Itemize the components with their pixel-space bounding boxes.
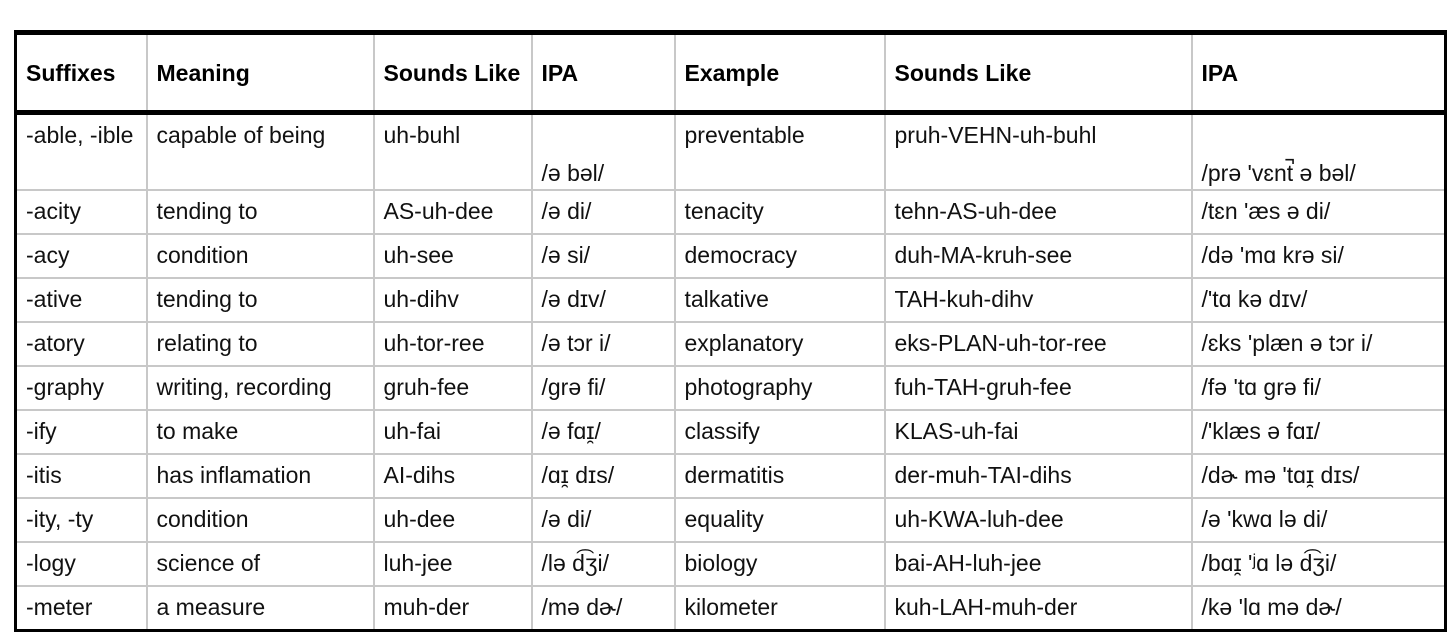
cell-sounds-like: muh-der xyxy=(374,586,532,631)
cell-meaning: capable of being xyxy=(147,113,374,191)
cell-example-ipa: /kə 'lɑ mə dɚ/ xyxy=(1192,586,1446,631)
header-row xyxy=(16,33,1446,113)
cell-example-sounds-like: bai-AH-luh-jee xyxy=(885,542,1192,586)
cell-meaning: condition xyxy=(147,498,374,542)
cell-sounds-like: uh-fai xyxy=(374,410,532,454)
table-row xyxy=(16,586,1446,631)
cell-example-sounds-like: kuh-LAH-muh-der xyxy=(885,586,1192,631)
cell-suffix: -graphy xyxy=(16,366,147,410)
table-row xyxy=(16,366,1446,410)
cell-example-ipa: /ə 'kwɑ lə di/ xyxy=(1192,498,1446,542)
cell-example: biology xyxy=(675,542,885,586)
cell-ipa: /ə fɑɪ̯/ xyxy=(532,410,675,454)
cell-example-ipa: /ɛks 'plæn ə tɔr i/ xyxy=(1192,322,1446,366)
cell-sounds-like: AI-dihs xyxy=(374,454,532,498)
cell-example-sounds-like: TAH-kuh-dihv xyxy=(885,278,1192,322)
cell-meaning: tending to xyxy=(147,190,374,234)
header-example-ipa: IPA xyxy=(1192,33,1446,113)
table-row xyxy=(16,498,1446,542)
cell-sounds-like: luh-jee xyxy=(374,542,532,586)
cell-example-ipa: /fə 'tɑ grə fi/ xyxy=(1192,366,1446,410)
cell-example: preventable xyxy=(675,113,885,191)
cell-example: kilometer xyxy=(675,586,885,631)
cell-example: tenacity xyxy=(675,190,885,234)
cell-example-ipa: /dɚ mə 'tɑɪ̯ dɪs/ xyxy=(1192,454,1446,498)
cell-example: democracy xyxy=(675,234,885,278)
cell-suffix: -ity, -ty xyxy=(16,498,147,542)
table-row xyxy=(16,190,1446,234)
header-example-sounds-like: Sounds Like xyxy=(885,33,1192,113)
cell-example: explanatory xyxy=(675,322,885,366)
cell-meaning: has inflamation xyxy=(147,454,374,498)
header-example: Example xyxy=(675,33,885,113)
cell-ipa: /ə di/ xyxy=(532,498,675,542)
cell-suffix: -ative xyxy=(16,278,147,322)
cell-example: talkative xyxy=(675,278,885,322)
cell-example-sounds-like: eks-PLAN-uh-tor-ree xyxy=(885,322,1192,366)
cell-example-sounds-like: fuh-TAH-gruh-fee xyxy=(885,366,1192,410)
header-sounds-like: Sounds Like xyxy=(374,33,532,113)
cell-ipa: /ɑɪ̯ dɪs/ xyxy=(532,454,675,498)
cell-ipa: /ə dɪv/ xyxy=(532,278,675,322)
cell-sounds-like: uh-dihv xyxy=(374,278,532,322)
cell-suffix: -meter xyxy=(16,586,147,631)
table-row xyxy=(16,454,1446,498)
cell-example-ipa: /'tɑ kə dɪv/ xyxy=(1192,278,1446,322)
cell-suffix: -acy xyxy=(16,234,147,278)
cell-ipa: /ə bəl/ xyxy=(532,113,675,191)
cell-meaning: a measure xyxy=(147,586,374,631)
cell-example: classify xyxy=(675,410,885,454)
table-row xyxy=(16,234,1446,278)
cell-example: equality xyxy=(675,498,885,542)
cell-suffix: -ify xyxy=(16,410,147,454)
cell-meaning: condition xyxy=(147,234,374,278)
cell-ipa: /mə dɚ/ xyxy=(532,586,675,631)
cell-meaning: tending to xyxy=(147,278,374,322)
cell-example-sounds-like: der-muh-TAI-dihs xyxy=(885,454,1192,498)
cell-suffix: -logy xyxy=(16,542,147,586)
cell-ipa: /ə di/ xyxy=(532,190,675,234)
cell-example-ipa: /'klæs ə fɑɪ/ xyxy=(1192,410,1446,454)
header-ipa: IPA xyxy=(532,33,675,113)
header-suffixes: Suffixes xyxy=(16,33,147,113)
table-row xyxy=(16,113,1446,191)
cell-meaning: relating to xyxy=(147,322,374,366)
cell-ipa: /lə d͡ʒi/ xyxy=(532,542,675,586)
cell-example: dermatitis xyxy=(675,454,885,498)
cell-example-ipa: /də 'mɑ krə si/ xyxy=(1192,234,1446,278)
cell-sounds-like: gruh-fee xyxy=(374,366,532,410)
cell-ipa: /grə fi/ xyxy=(532,366,675,410)
cell-example-ipa: /prə 'vɛnt̚ ə bəl/ xyxy=(1192,113,1446,191)
cell-example: photography xyxy=(675,366,885,410)
cell-example-ipa: /bɑɪ̯ 'ʲɑ lə d͡ʒi/ xyxy=(1192,542,1446,586)
cell-example-sounds-like: uh-KWA-luh-dee xyxy=(885,498,1192,542)
cell-sounds-like: uh-dee xyxy=(374,498,532,542)
table-row xyxy=(16,322,1446,366)
cell-suffix: -atory xyxy=(16,322,147,366)
cell-meaning: to make xyxy=(147,410,374,454)
cell-example-ipa: /tɛn 'æs ə di/ xyxy=(1192,190,1446,234)
cell-suffix: -itis xyxy=(16,454,147,498)
suffix-pronunciation-table xyxy=(14,30,1447,632)
cell-example-sounds-like: duh-MA-kruh-see xyxy=(885,234,1192,278)
cell-sounds-like: uh-buhl xyxy=(374,113,532,191)
cell-meaning: science of xyxy=(147,542,374,586)
cell-sounds-like: uh-see xyxy=(374,234,532,278)
header-meaning: Meaning xyxy=(147,33,374,113)
table-row xyxy=(16,278,1446,322)
table-row xyxy=(16,410,1446,454)
table-row xyxy=(16,542,1446,586)
cell-sounds-like: uh-tor-ree xyxy=(374,322,532,366)
cell-sounds-like: AS-uh-dee xyxy=(374,190,532,234)
cell-ipa: /ə si/ xyxy=(532,234,675,278)
cell-ipa: /ə tɔr i/ xyxy=(532,322,675,366)
cell-example-sounds-like: tehn-AS-uh-dee xyxy=(885,190,1192,234)
cell-suffix: -able, -ible xyxy=(26,122,134,148)
cell-example-sounds-like: pruh-VEHN-uh-buhl xyxy=(885,113,1192,191)
cell-suffix: -acity xyxy=(16,190,147,234)
cell-example-sounds-like: KLAS-uh-fai xyxy=(885,410,1192,454)
cell-meaning: writing, recording xyxy=(147,366,374,410)
